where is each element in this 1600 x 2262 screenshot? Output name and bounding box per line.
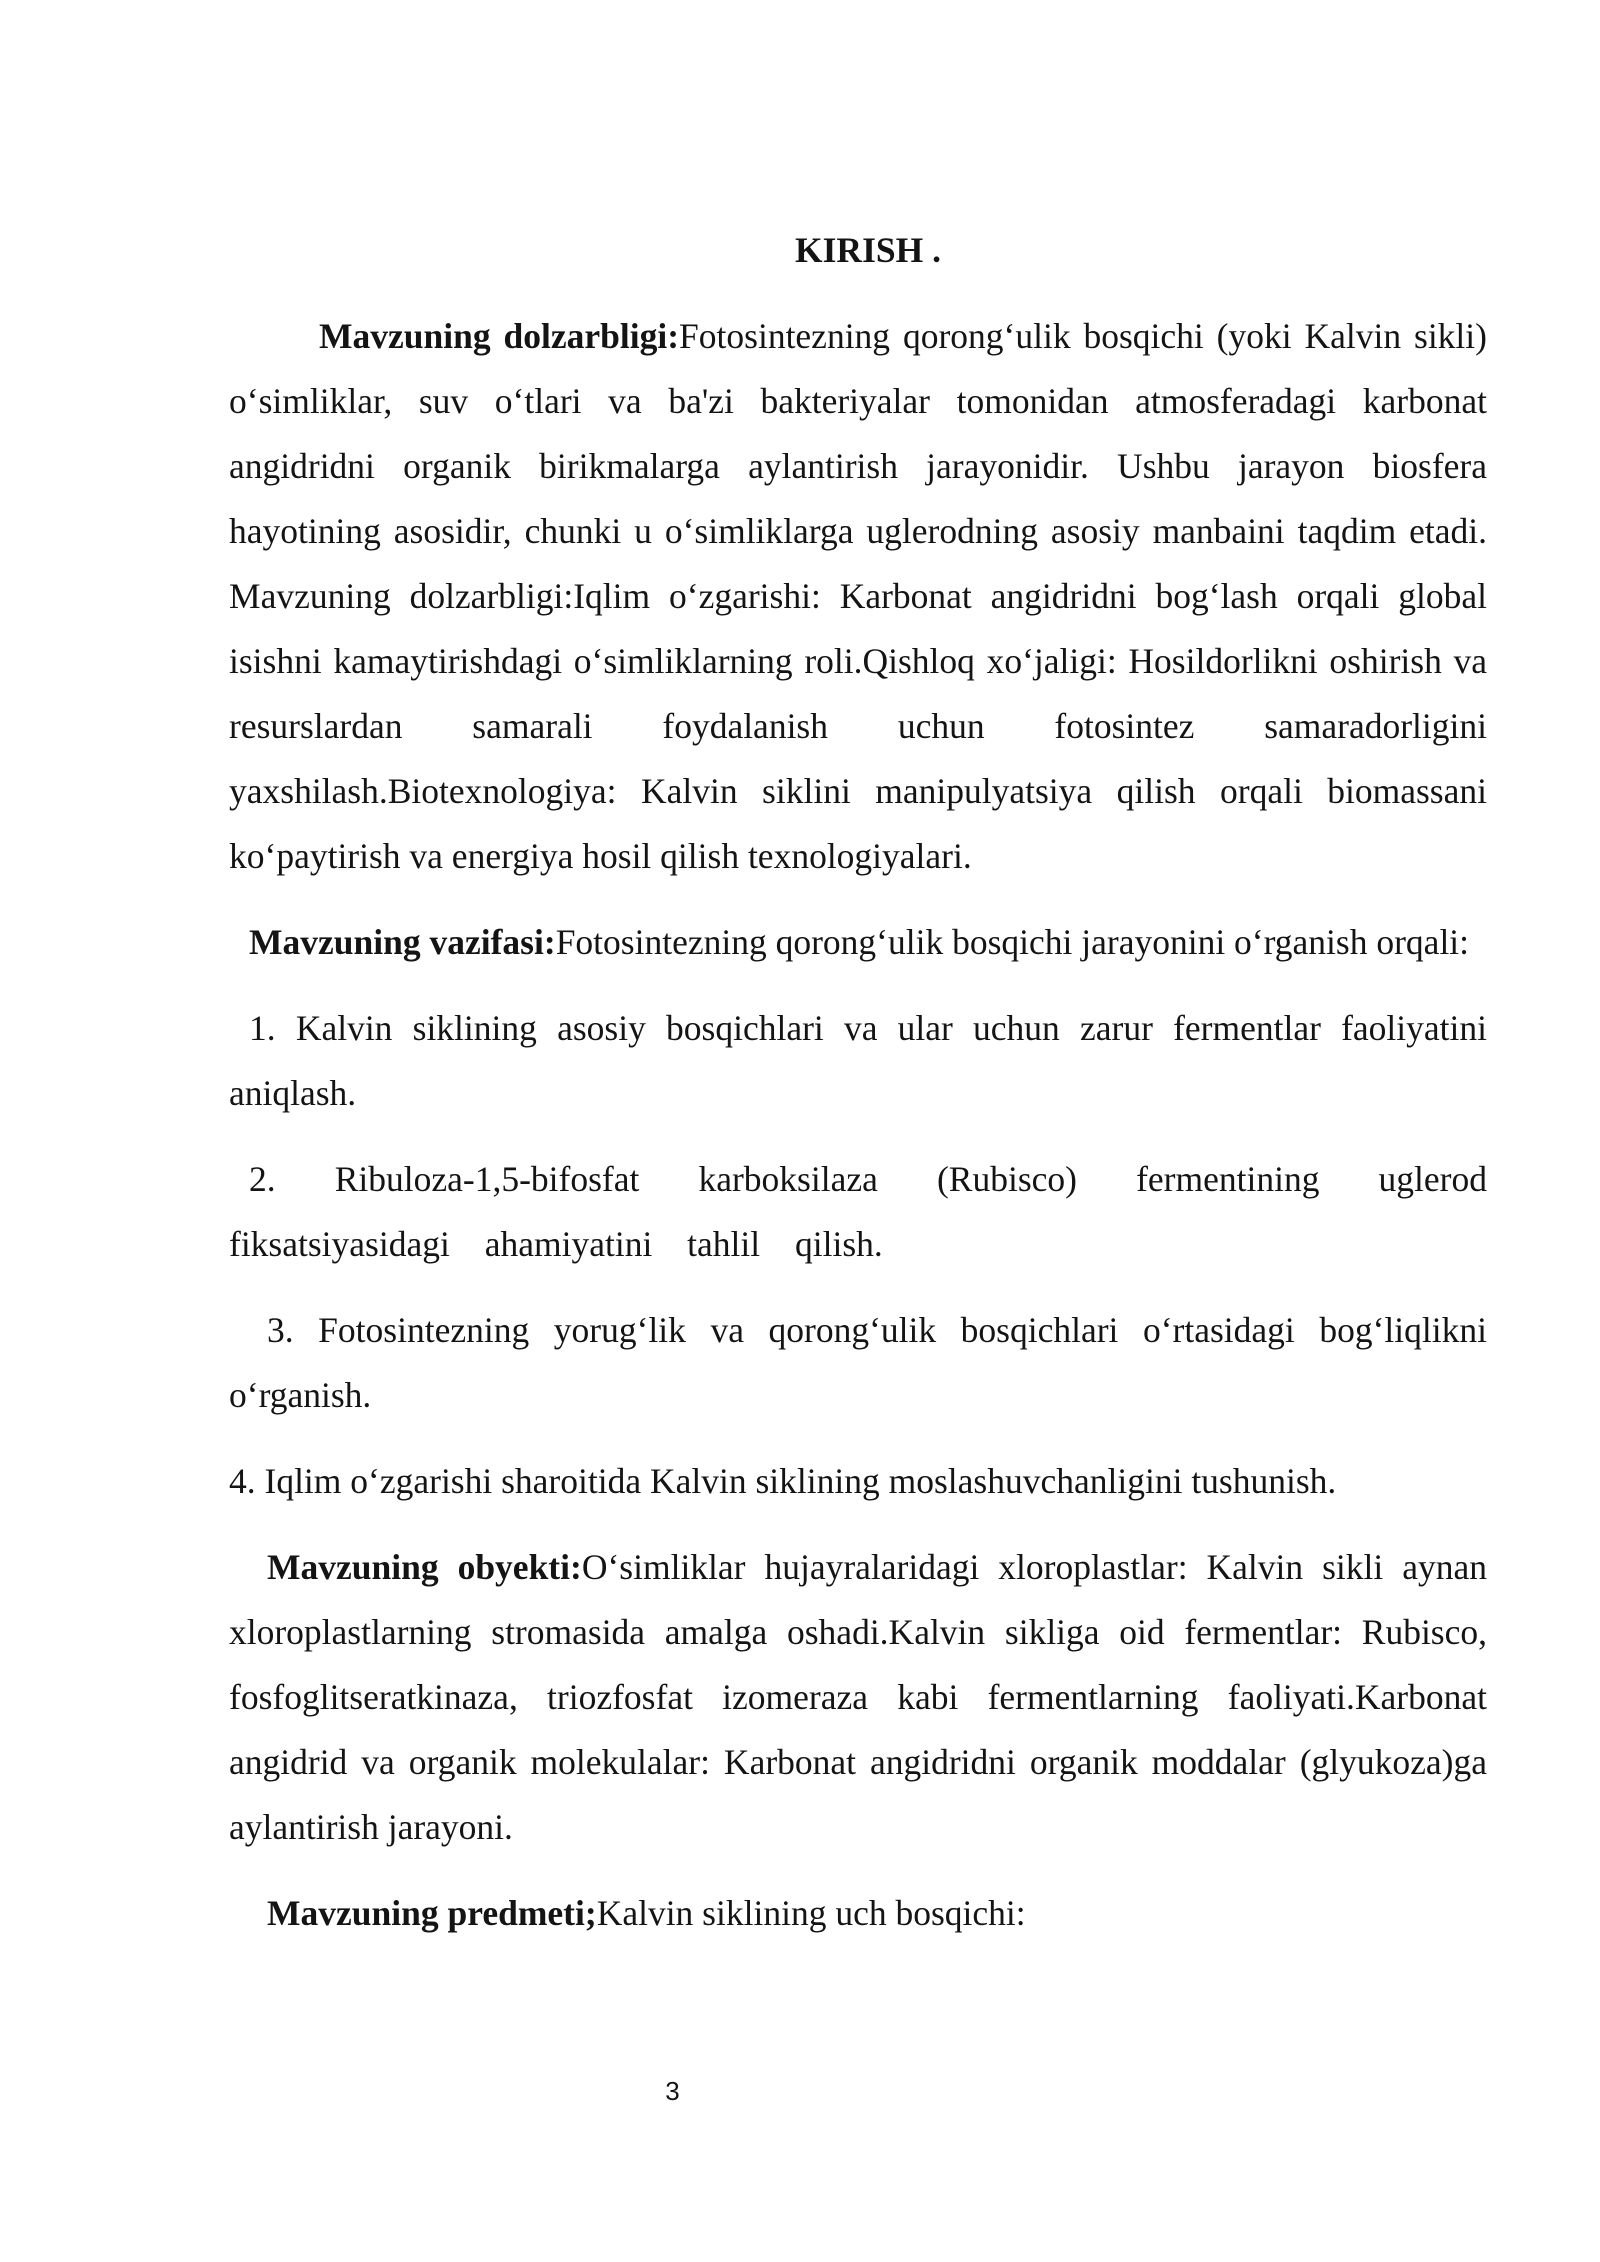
list-item-4: 4. Iqlim o‘zgarishi sharoitida Kalvin siklining moslashuvchanligini tushunish.	[229, 1461, 1337, 1501]
paragraph-dolzarbligi	[229, 304, 1487, 889]
label-dolzarbligi: Mavzuning dolzarbligi:	[319, 316, 680, 356]
text-dolzarbligi: Fotosintezning qorong‘ulik bosqichi (yoki Kalvin sikli) o‘simliklar, suv o‘tlari va ba'zi bakteriyalar tomonidan atmosferadagi karbonat angidridni organik birikmalarga aylantirish jarayonidir. Ushbu jarayon biosfera hayotining asosidir, chunki u o‘simliklarga uglerodning asosiy manbaini taqdim etadi. Mavzuning dolzarbligi:Iqlim o‘zgarishi: Karbonat angidridni bog‘lash orqali global isishni kamaytirishdagi o‘simliklarning roli.Qishloq xo‘jaligi: Hosildorlikni oshirish va resurslardan samarali foydalanish uchun fotosintez samaradorligini yaxshilash.Biotexnologiya: Kalvin siklini manipulyatsiya qilish orqali biomassani ko‘paytirish va energiya hosil qilish texnologiyalari.	[229, 316, 1487, 876]
page-number: 3	[665, 2076, 680, 2106]
list-item-3: 3. Fotosintezning yorug‘lik va qorong‘ulik bosqichlari o‘rtasidagi bog‘liqlikni o‘rganish.	[229, 1310, 1487, 1415]
page-title: KIRISH .	[795, 230, 941, 270]
list-item-2: 2. Ribuloza-1,5-bifosfat karboksilaza (Rubisco) fermentining uglerod fiksatsiyasidagi ahamiyatini tahlil qilish.	[229, 1159, 1487, 1264]
paragraph-predmeti	[229, 1881, 1487, 1946]
label-obyekti: Mavzuning obyekti:	[267, 1547, 582, 1587]
paragraph-vazifasi	[229, 910, 1487, 975]
text-predmeti: Kalvin siklining uch bosqichi:	[596, 1893, 1026, 1933]
label-predmeti: Mavzuning predmeti;	[267, 1893, 597, 1933]
paragraph-obyekti	[229, 1535, 1487, 1860]
text-vazifasi: Fotosintezning qorong‘ulik bosqichi jarayonini o‘rganish orqali:	[555, 922, 1470, 962]
list-item-1: 1. Kalvin siklining asosiy bosqichlari va ular uchun zarur fermentlar faoliyatini aniqlash.	[229, 1008, 1487, 1113]
text-obyekti: O‘simliklar hujayralaridagi xloroplastlar: Kalvin sikli aynan xloroplastlarning stromasida amalga oshadi.Kalvin sikliga oid fermentlar: Rubisco, fosfoglitseratkinaza, triozfosfat izomeraza kabi fermentlarning faoliyati.Karbonat angidrid va organik molekulalar: Karbonat angidridni organik moddalar (glyukoza)ga aylantirish jarayoni.	[229, 1547, 1487, 1847]
label-vazifasi: Mavzuning vazifasi:	[249, 922, 556, 962]
page-content	[229, 218, 1487, 1967]
